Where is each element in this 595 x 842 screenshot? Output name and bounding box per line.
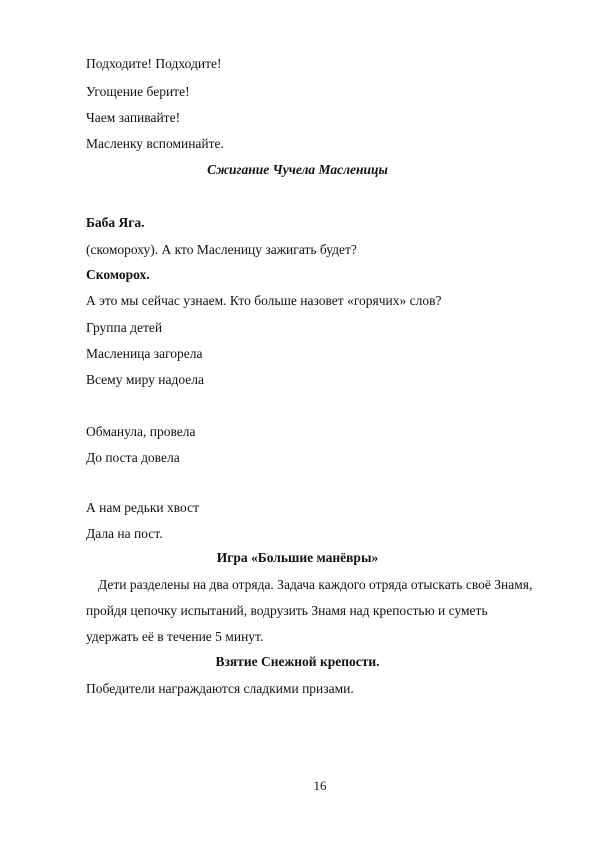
text-line: Всему миру надоела (86, 372, 205, 387)
text-line: Обманула, провела (86, 424, 196, 439)
speaker-name: Скоморох. (86, 267, 150, 282)
page-number: 16 (313, 778, 327, 793)
text-line: (скомороху). А кто Масленицу зажигать будет? (86, 242, 357, 257)
text-line: Дала на пост. (86, 526, 163, 541)
text-line: До поста довела (86, 450, 180, 465)
text-line: Подходите! Подходите! (86, 56, 222, 71)
text-line: А это мы сейчас узнаем. Кто больше назовет «горячих» слов? (86, 293, 442, 308)
speaker-name: Баба Яга. (86, 215, 145, 230)
text-line: А нам редьки хвост (86, 500, 200, 515)
text-line: Чаем запивайте! (86, 110, 181, 125)
paragraph-line: удержать её в течение 5 минут. (86, 629, 264, 644)
section-heading: Сжигание Чучела Масленицы (207, 162, 388, 177)
text-line: Угощение берите! (86, 84, 190, 99)
section-heading: Взятие Снежной крепости. (215, 654, 380, 669)
paragraph-line: пройдя цепочку испытаний, водрузить Знамя над крепостью и суметь (86, 603, 488, 618)
section-heading: Игра «Большие манёвры» (216, 550, 379, 565)
text-line: Победители награждаются сладкими призами. (86, 681, 354, 696)
paragraph-line: Дети разделены на два отряда. Задача каждого отряда отыскать своё Знамя, (98, 577, 533, 592)
text-line: Масленку вспоминайте. (86, 136, 224, 151)
text-line: Масленица загорела (86, 346, 203, 361)
speaker-name: Группа детей (86, 320, 163, 335)
